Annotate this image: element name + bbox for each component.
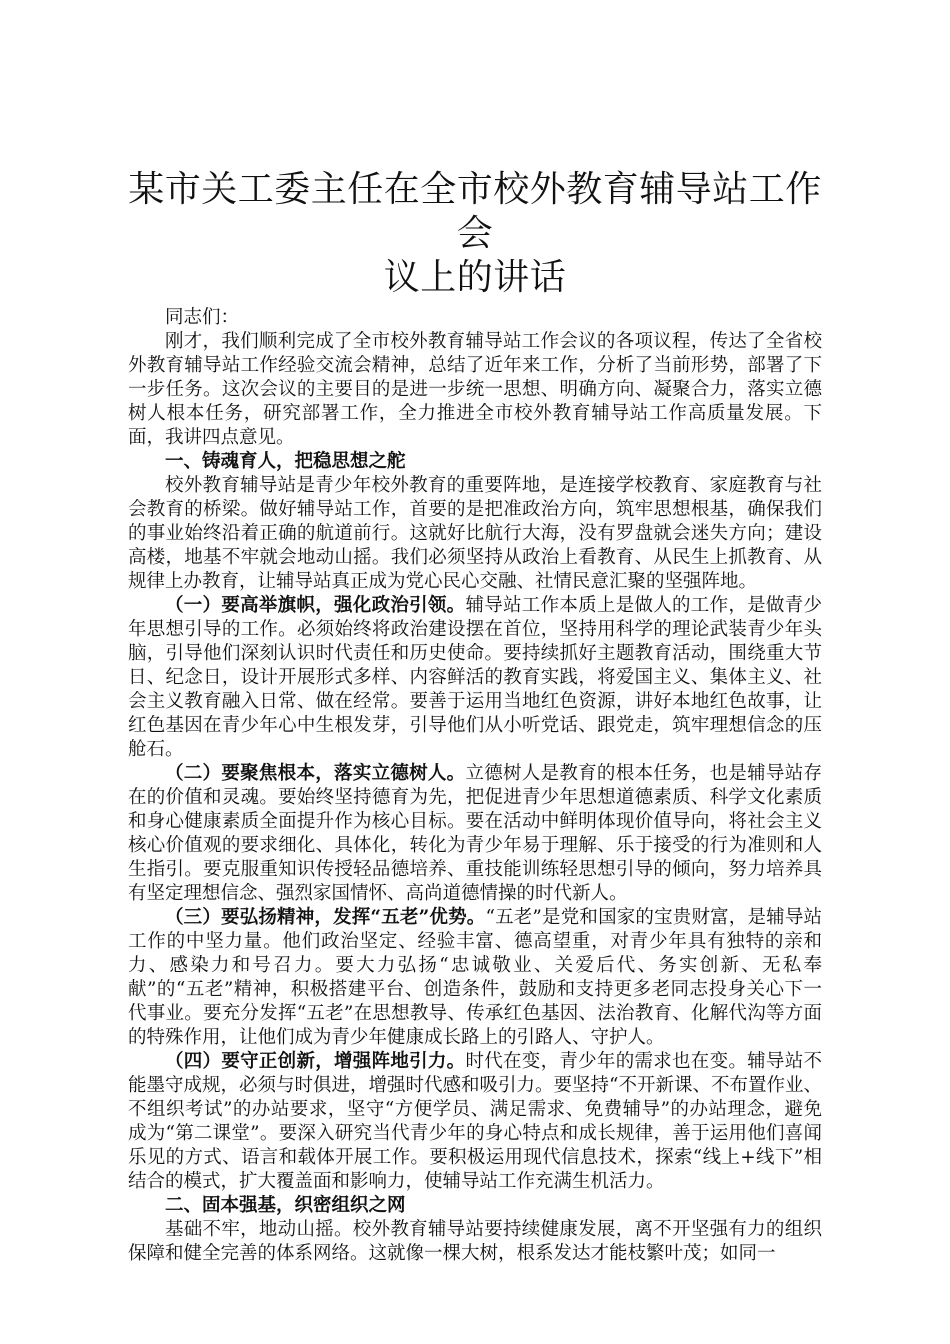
section-2-heading: 二、固本强基，织密组织之网 <box>165 1195 406 1216</box>
title-line-1: 某市关工委主任在全市校外教育辅导站工作会 <box>128 169 822 254</box>
item-3-text: “五老”是党和国家的宝贵财富，是辅导站工作的中坚力量。他们政治坚定、经验丰富、德高望重，对青少年具有独特的亲和力、感染力和号召力。要大力弘扬“忠诚敬业、关爱后代、务实创新、无私奉献”的“五老”精神，积极搭建平台、创造条件，鼓励和支持更多老同志投身关心下一代事业。要充分发挥“五老”在思想教导、传承红色基因、法治教育、化解代沟等方面的特殊作用，让他们成为青少年健康成长路上的引路人、守护人。 <box>128 907 822 1048</box>
item-1-text: 辅导站工作本质上是做人的工作，是做青少年思想引导的工作。必须始终将政治建设摆在首位，坚持用科学的理论武装青少年头脑，引导他们深刻认识时代责任和历史使命。要持续抓好主题教育活动，围绕重大节日、纪念日，设计开展形式多样、内容鲜活的教育实践，将爱国主义、集体主义、社会主义教育融入日常、做在经常。要善于运用当地红色资源，讲好本地红色故事，让红色基因在青少年心中生根发芽，引导他们从小听党话、跟党走，筑牢理想信念的压舱石。 <box>128 595 822 760</box>
section-2-paragraph: 基础不牢，地动山摇。校外教育辅导站要持续健康发展，离不开坚强有力的组织保障和健全完善的体系网络。这就像一棵大树，根系发达才能枝繁叶茂；如同一 <box>128 1219 822 1264</box>
title-line-2: 议上的讲话 <box>383 257 567 298</box>
intro-paragraph: 刚才，我们顺利完成了全市校外教育辅导站工作会议的各项议程，传达了全省校外教育辅导站工作经验交流会精神，总结了近年来工作，分析了当前形势，部署了下一步任务。这次会议的主要目的是进一步统一思想、明确方向、凝聚合力，落实立德树人根本任务，研究部署工作，全力推进全市校外教育辅导站工作高质量发展。下面，我讲四点意见。 <box>128 331 822 448</box>
item-2-text: 立德树人是教育的根本任务，也是辅导站存在的价值和灵魂。要始终坚持德育为先，把促进青少年思想道德素质、科学文化素质和身心健康素质全面提升作为核心目标。要在活动中鲜明体现价值导向，将社会主义核心价值观的要求细化、具体化，转化为青少年易于理解、乐于接受的行为准则和人生指引。要克服重知识传授轻品德培养、重技能训练轻思想引导的倾向，努力培养具有坚定理想信念、强烈家国情怀、高尚道德情操的时代新人。 <box>128 763 822 904</box>
item-4-lead: （四）要守正创新，增强阵地引力。 <box>165 1051 466 1072</box>
item-2-lead: （二）要聚焦根本，落实立德树人。 <box>165 763 466 784</box>
item-2-paragraph <box>128 762 822 906</box>
item-1-lead: （一）要高举旗帜，强化政治引领。 <box>165 595 466 616</box>
salutation: 同志们： <box>165 307 240 328</box>
item-4-text: 时代在变，青少年的需求也在变。辅导站不能墨守成规，必须与时俱进，增强时代感和吸引力。要坚持“不开新课、不布置作业、不组织考试”的办站要求，坚守“方便学员、满足需求、免费辅导”的办站理念，避免成为“第二课堂”。要深入研究当代青少年的身心特点和成长规律，善于运用他们喜闻乐见的方式、语言和载体开展工作。要积极运用现代信息技术，探索“线上+线下”相结合的模式，扩大覆盖面和影响力，使辅导站工作充满生机活力。 <box>128 1051 822 1192</box>
item-3-lead: （三）要弘扬精神，发挥“五老”优势。 <box>165 907 486 928</box>
document-body <box>128 168 822 1266</box>
item-1-paragraph <box>128 594 822 762</box>
document-title <box>128 168 822 306</box>
item-4-paragraph <box>128 1050 822 1194</box>
item-3-paragraph <box>128 906 822 1050</box>
section-1-heading: 一、铸魂育人，把稳思想之舵 <box>165 451 406 472</box>
section-1-paragraph: 校外教育辅导站是青少年校外教育的重要阵地，是连接学校教育、家庭教育与社会教育的桥梁。做好辅导站工作，首要的是把准政治方向，筑牢思想根基，确保我们的事业始终沿着正确的航道前行。这就好比航行大海，没有罗盘就会迷失方向；建设高楼，地基不牢就会地动山摇。我们必须坚持从政治上看教育、从民生上抓教育、从规律上办教育，让辅导站真正成为党心民心交融、社情民意汇聚的坚强阵地。 <box>128 475 822 592</box>
